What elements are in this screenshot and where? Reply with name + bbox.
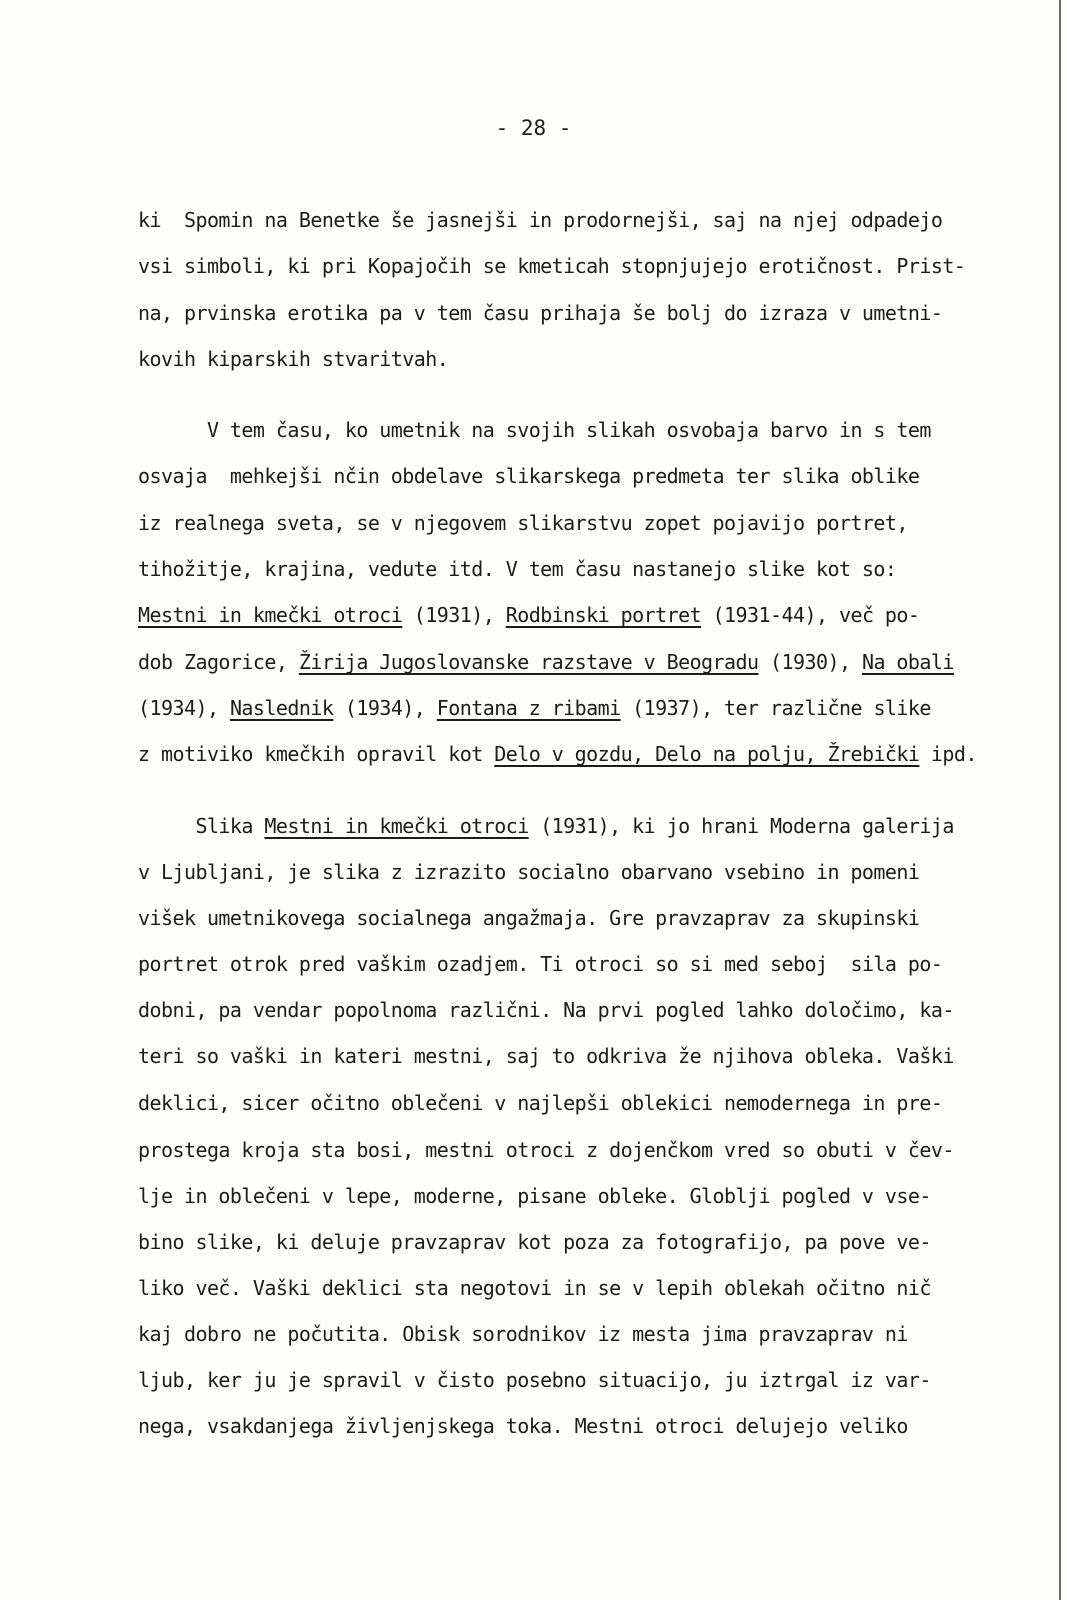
underlined-title: Mestni in kmečki otroci <box>138 603 403 627</box>
text-line <box>138 1368 931 1392</box>
text-run: (1934), <box>138 696 230 720</box>
text-line <box>138 1138 954 1162</box>
text-run: teri so vaški in kateri mestni, saj to odkriva že njihova obleka. Vaški <box>138 1044 954 1068</box>
text-run: liko več. Vaški deklici sta negotovi in se v lepih oblekah očitno nič <box>138 1276 931 1300</box>
text-line <box>138 1184 931 1208</box>
underlined-title: Naslednik <box>229 696 334 720</box>
text-run: višek umetnikovega socialnega angažmaja. Gre pravzaprav za skupinski <box>138 906 920 930</box>
text-line <box>138 418 931 442</box>
text-line <box>138 906 919 930</box>
text-line <box>138 650 954 674</box>
text-run: nega, vsakdanjega življenjskega toka. Mestni otroci delujejo veliko <box>138 1414 908 1438</box>
text-run: prostega kroja sta bosi, mestni otroci z dojenčkom vred so obuti v čev- <box>138 1138 954 1162</box>
text-line <box>138 814 954 838</box>
text-line <box>138 952 942 976</box>
text-line <box>138 208 942 232</box>
text-line <box>138 696 931 720</box>
underlined-title: Žirija Jugoslovanske razstave v Beogradu <box>298 650 759 674</box>
text-run: (1931), ki jo hrani Moderna galerija <box>528 814 954 838</box>
text-line <box>138 1044 954 1068</box>
text-run: lje in oblečeni v lepe, moderne, pisane obleke. Globlji pogled v vse- <box>138 1184 931 1208</box>
text-run: (1930), <box>758 650 862 674</box>
text-run: portret otrok pred vaškim ozadjem. Ti otroci so si med seboj sila po- <box>138 952 943 976</box>
text-line <box>138 603 919 627</box>
page-edge <box>1059 0 1061 1600</box>
text-run: Slika <box>138 814 265 838</box>
text-run: (1934), <box>333 696 437 720</box>
text-run: dobni, pa vendar popolnoma različni. Na prvi pogled lahko določimo, ka- <box>138 998 954 1022</box>
text-run: iz realnega sveta, se v njegovem slikarstvu zopet pojavijo portret, <box>138 511 908 535</box>
text-run: vsi simboli, ki pri Kopajočih se kmeticah stopnjujejo erotičnost. Prist- <box>138 254 966 278</box>
text-line <box>138 511 908 535</box>
text-line <box>138 1276 931 1300</box>
text-run: ipd. <box>919 742 977 766</box>
text-run: deklici, sicer očitno oblečeni v najlepši oblekici nemodernega in pre- <box>138 1091 943 1115</box>
text-run: dob Zagorice, <box>138 650 299 674</box>
text-run: kovih kiparskih stvaritvah. <box>138 347 449 371</box>
underlined-title: Fontana z ribami <box>436 696 621 720</box>
text-run: ki Spomin na Benetke še jasnejši in prodornejši, saj na njej odpadejo <box>138 208 943 232</box>
page-number: - 28 - <box>495 116 572 140</box>
text-run: (1931), <box>402 603 506 627</box>
text-run: tihožitje, krajina, vedute itd. V tem času nastanejo slike kot so: <box>138 557 897 581</box>
text-line <box>138 860 919 884</box>
text-line <box>138 254 965 278</box>
text-line <box>138 742 977 766</box>
text-run: osvaja mehkejši nčin obdelave slikarskega predmeta ter slika oblike <box>138 464 920 488</box>
text-run: V tem času, ko umetnik na svojih slikah osvobaja barvo in s tem <box>138 418 931 442</box>
text-run: z motiviko kmečkih opravil kot <box>138 742 495 766</box>
text-run: na, prvinska erotika pa v tem času prihaja še bolj do izraza v umetni- <box>138 301 943 325</box>
text-line <box>138 998 954 1022</box>
text-run: ljub, ker ju je spravil v čisto posebno situacijo, ju iztrgal iz var- <box>138 1368 931 1392</box>
text-run: (1931-44), več po- <box>701 603 920 627</box>
text-line <box>138 464 919 488</box>
underlined-title: Rodbinski portret <box>505 603 702 627</box>
text-line <box>138 1322 908 1346</box>
text-line <box>138 301 942 325</box>
text-run: bino slike, ki deluje pravzaprav kot poza za fotografijo, pa pove ve- <box>138 1230 931 1254</box>
underlined-title: Na obali <box>861 650 954 674</box>
text-run: v Ljubljani, je slika z izrazito socialno obarvano vsebino in pomeni <box>138 860 920 884</box>
underlined-title: Mestni in kmečki otroci <box>264 814 529 838</box>
text-line <box>138 1091 942 1115</box>
underlined-title: Delo v gozdu, Delo na polju, Žrebički <box>494 742 920 766</box>
text-run: kaj dobro ne počutita. Obisk sorodnikov iz mesta jima pravzaprav ni <box>138 1322 908 1346</box>
text-line <box>138 347 448 371</box>
text-run: (1937), ter različne slike <box>620 696 931 720</box>
text-line <box>138 1414 908 1438</box>
text-line <box>138 557 896 581</box>
text-line <box>138 1230 931 1254</box>
